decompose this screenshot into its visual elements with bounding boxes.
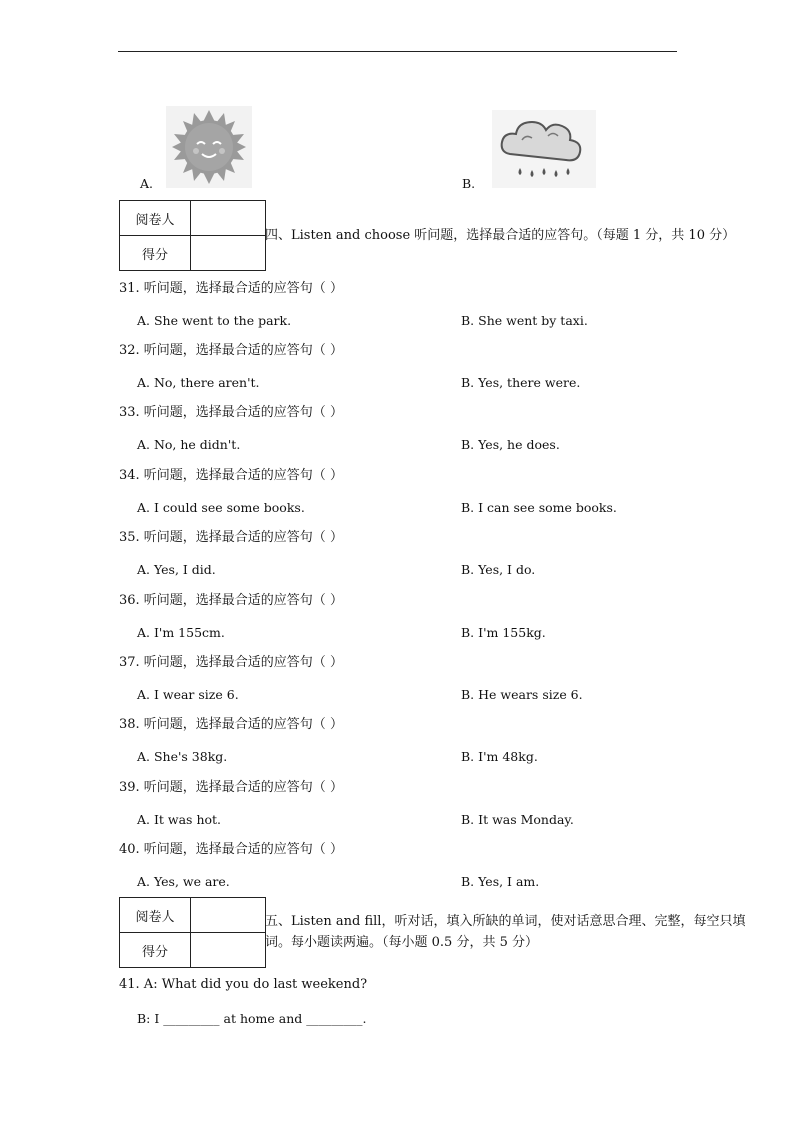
question-35-option-b[interactable]: B. Yes, I do. [461,562,536,577]
question-33: 33. 听问题，选择最合适的应答句（ ） [119,405,343,420]
score-label: 得分 [120,933,191,968]
question-41-line-a: 41. A: What did you do last weekend? [119,977,368,992]
question-41-line-b[interactable]: B: I _________ at home and _________. [137,1011,367,1026]
question-32-option-a[interactable]: A. No, there aren't. [137,375,260,390]
question-38-option-b[interactable]: B. I'm 48kg. [461,749,538,764]
question-40-option-b[interactable]: B. Yes, I am. [461,874,540,889]
reviewer-label: 阅卷人 [120,201,191,236]
score-cell[interactable] [191,933,266,968]
question-36-option-b[interactable]: B. I'm 155kg. [461,625,546,640]
question-39: 39. 听问题，选择最合适的应答句（ ） [119,780,343,795]
question-33-option-a[interactable]: A. No, he didn't. [137,437,241,452]
question-35-option-a[interactable]: A. Yes, I did. [137,562,216,577]
question-36: 36. 听问题，选择最合适的应答句（ ） [119,593,343,608]
question-31: 31. 听问题，选择最合适的应答句（ ） [119,281,343,296]
rain-cloud-icon [492,110,596,188]
question-34-option-b[interactable]: B. I can see some books. [461,500,617,515]
section4-title: 四、Listen and choose 听问题，选择最合适的应答句。（每题 1 分，共 10 分） [265,228,736,243]
question-32: 32. 听问题，选择最合适的应答句（ ） [119,343,343,358]
question-40: 40. 听问题，选择最合适的应答句（ ） [119,842,343,857]
score-cell[interactable] [191,236,266,271]
section5-title-line2: 词。每小题读两遍。（每小题 0.5 分，共 5 分） [265,935,538,950]
question-35: 35. 听问题，选择最合适的应答句（ ） [119,530,343,545]
section5-title-line1: 五、Listen and fill，听对话，填入所缺的单词，使对话意思合理、完整，每空只填 [265,914,746,929]
question-34: 34. 听问题，选择最合适的应答句（ ） [119,468,343,483]
question-37-option-b[interactable]: B. He wears size 6. [461,687,583,702]
question-32-option-b[interactable]: B. Yes, there were. [461,375,581,390]
question-31-option-b[interactable]: B. She went by taxi. [461,313,588,328]
question-38: 38. 听问题，选择最合适的应答句（ ） [119,717,343,732]
reviewer-cell[interactable] [191,201,266,236]
question-31-option-a[interactable]: A. She went to the park. [137,313,292,328]
sun-icon [166,106,252,188]
question-39-option-a[interactable]: A. It was hot. [137,812,222,827]
question-40-option-a[interactable]: A. Yes, we are. [137,874,230,889]
reviewer-cell[interactable] [191,898,266,933]
option-a-label: A. [140,176,154,191]
option-b-label: B. [462,176,476,191]
score-table-section4 [119,200,266,271]
question-37-option-a[interactable]: A. I wear size 6. [137,687,239,702]
score-label: 得分 [120,236,191,271]
score-table-section5 [119,897,266,968]
header-rule [118,51,677,52]
reviewer-label: 阅卷人 [120,898,191,933]
question-37: 37. 听问题，选择最合适的应答句（ ） [119,655,343,670]
question-33-option-b[interactable]: B. Yes, he does. [461,437,560,452]
question-38-option-a[interactable]: A. She's 38kg. [137,749,228,764]
question-39-option-b[interactable]: B. It was Monday. [461,812,574,827]
question-34-option-a[interactable]: A. I could see some books. [137,500,305,515]
question-36-option-a[interactable]: A. I'm 155cm. [137,625,225,640]
